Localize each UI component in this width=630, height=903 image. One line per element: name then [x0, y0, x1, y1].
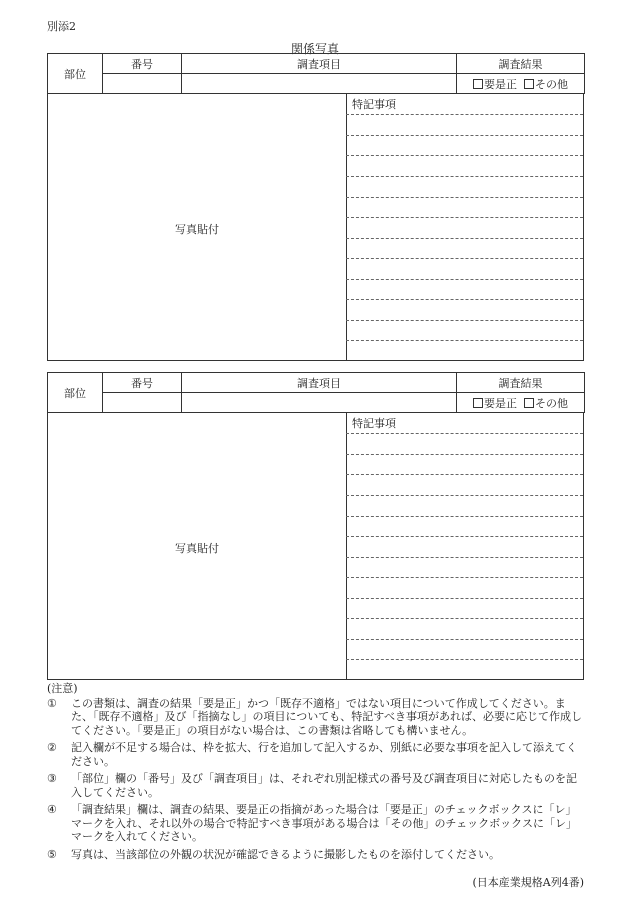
photo-area-2[interactable] [47, 412, 347, 680]
photo-record-2 [47, 372, 584, 413]
note-line [346, 536, 583, 537]
note-line [346, 217, 583, 218]
photo-placeholder-label: 写真貼付 [175, 542, 219, 555]
number-input[interactable] [103, 74, 182, 94]
note-line [346, 474, 583, 475]
note-number: ⑤ [47, 847, 57, 861]
part-header: 部位 [48, 54, 103, 94]
number-header: 番号 [103, 54, 182, 74]
note-line [346, 340, 583, 341]
note-line [346, 454, 583, 455]
notes-section [47, 682, 587, 865]
result-checkboxes [457, 74, 585, 94]
other-label: その他 [535, 396, 568, 410]
part-header: 部位 [48, 373, 103, 413]
notes-heading: (注意) [47, 682, 78, 695]
note-text: この書類は、調査の結果「要是正」かつ「既存不適格」ではない項目について作成してください。また、「既存不適格」及び「指摘なし」の項目についても、特記すべき事項があれば、必要に応じて作成してください。「要是正」の項目がない場合は、この書類は省略しても構いません。 [71, 696, 583, 737]
note-text: 写真は、当該部位の外観の状況が確認できるように撮影したものを添付してください。 [71, 847, 500, 861]
note-text: 記入欄が不足する場合は、枠を拡大、行を追加して記入するか、別紙に必要な事項を記入して添えてください。 [71, 741, 577, 768]
note-number: ④ [47, 803, 57, 816]
item-input[interactable] [182, 393, 457, 413]
note-item [47, 848, 587, 862]
note-item [47, 772, 587, 799]
note-line [346, 238, 583, 239]
photo-placeholder-label: 写真貼付 [175, 223, 219, 236]
note-number: ① [47, 696, 57, 710]
note-line [346, 197, 583, 198]
note-line [346, 258, 583, 259]
needs-correction-label: 要是正 [484, 77, 517, 91]
note-line [346, 557, 583, 558]
note-item [47, 741, 587, 768]
note-line [346, 176, 583, 177]
note-item [47, 803, 587, 844]
photo-record-1 [47, 53, 584, 94]
note-line [346, 114, 583, 115]
note-line [346, 618, 583, 619]
note-line [346, 598, 583, 599]
special-notes-label: 特記事項 [352, 417, 396, 430]
note-line [346, 659, 583, 660]
item-input[interactable] [182, 74, 457, 94]
special-notes-area-2[interactable] [346, 412, 584, 680]
needs-correction-checkbox[interactable] [473, 79, 483, 89]
needs-correction-label: 要是正 [484, 396, 517, 410]
note-number: ② [47, 741, 57, 754]
note-line [346, 135, 583, 136]
note-line [346, 577, 583, 578]
other-label: その他 [535, 77, 568, 91]
paper-size-footer: (日本産業規格A列4番) [472, 876, 584, 889]
note-text: 「調査結果」欄は、調査の結果、要是正の指摘があった場合は「要是正」のチェックボックスに「レ」マークを入れ、それ以外の場合で特記すべき事項がある場合は「その他」のチェックボックスに「レ」マークを入れてください。 [71, 803, 577, 843]
other-checkbox[interactable] [524, 79, 534, 89]
result-header: 調査結果 [457, 54, 585, 74]
result-checkboxes [457, 393, 585, 413]
item-header: 調査項目 [182, 373, 457, 393]
attachment-label: 別添2 [47, 20, 76, 33]
note-line [346, 279, 583, 280]
note-line [346, 433, 583, 434]
note-item [47, 697, 587, 738]
note-text: 「部位」欄の「番号」及び「調査項目」は、それぞれ別記様式の番号及び調査項目に対応したものを記入してください。 [71, 772, 577, 799]
note-line [346, 495, 583, 496]
needs-correction-checkbox[interactable] [473, 398, 483, 408]
number-header: 番号 [103, 373, 182, 393]
note-line [346, 639, 583, 640]
note-number: ③ [47, 772, 57, 785]
photo-area-1[interactable] [47, 93, 347, 361]
result-header: 調査結果 [457, 373, 585, 393]
item-header: 調査項目 [182, 54, 457, 74]
note-line [346, 155, 583, 156]
other-checkbox[interactable] [524, 398, 534, 408]
special-notes-label: 特記事項 [352, 98, 396, 111]
special-notes-area-1[interactable] [346, 93, 584, 361]
number-input[interactable] [103, 393, 182, 413]
note-line [346, 299, 583, 300]
note-line [346, 320, 583, 321]
note-line [346, 516, 583, 517]
page-title: 関係写真 [290, 42, 339, 56]
